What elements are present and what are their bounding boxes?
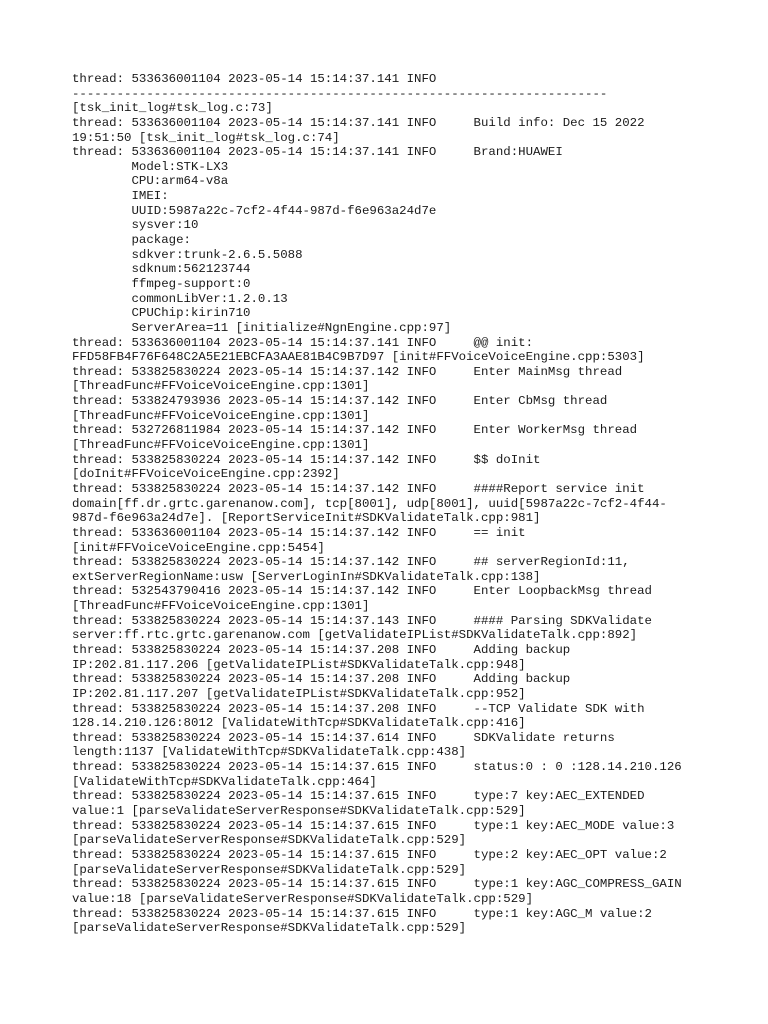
log-line: thread: 533824793936 2023-05-14 15:14:37.142 INFO Enter CbMsg thread	[72, 394, 608, 409]
log-line: [parseValidateServerResponse#SDKValidateTalk.cpp:529]	[72, 833, 467, 848]
log-line: sdkver:trunk-2.6.5.5088	[72, 247, 303, 262]
log-line: [init#FFVoiceVoiceEngine.cpp:5454]	[72, 540, 325, 555]
log-line: CPUChip:kirin710	[72, 306, 251, 321]
log-line: [doInit#FFVoiceVoiceEngine.cpp:2392]	[72, 467, 340, 482]
log-line: thread: 533636001104 2023-05-14 15:14:37.142 INFO == init	[72, 525, 526, 540]
log-line: thread: 533825830224 2023-05-14 15:14:37.615 INFO type:1 key:AGC_M value:2	[72, 906, 652, 921]
log-line: thread: 533825830224 2023-05-14 15:14:37.142 INFO Enter MainMsg thread	[72, 364, 623, 379]
log-line: 19:51:50 [tsk_init_log#tsk_log.c:74]	[72, 130, 340, 145]
log-line: thread: 533825830224 2023-05-14 15:14:37.615 INFO status:0 : 0 :128.14.210.126	[72, 760, 682, 775]
log-line: thread: 533825830224 2023-05-14 15:14:37.614 INFO SDKValidate returns	[72, 730, 615, 745]
log-line: value:18 [parseValidateServerResponse#SDKValidateTalk.cpp:529]	[72, 891, 534, 906]
log-line: thread: 533825830224 2023-05-14 15:14:37.142 INFO $$ doInit	[72, 452, 541, 467]
log-line: [ThreadFunc#FFVoiceVoiceEngine.cpp:1301]	[72, 599, 370, 614]
log-line: server:ff.rtc.grtc.garenanow.com [getValidateIPList#SDKValidateTalk.cpp:892]	[72, 628, 638, 643]
log-line: [parseValidateServerResponse#SDKValidateTalk.cpp:529]	[72, 921, 467, 936]
log-line: thread: 533825830224 2023-05-14 15:14:37.615 INFO type:2 key:AEC_OPT value:2	[72, 847, 667, 862]
log-line: IMEI:	[72, 189, 169, 204]
log-line: value:1 [parseValidateServerResponse#SDKValidateTalk.cpp:529]	[72, 804, 526, 819]
log-line: thread: 533636001104 2023-05-14 15:14:37.141 INFO Brand:HUAWEI	[72, 145, 563, 160]
log-line: ServerArea=11 [initialize#NgnEngine.cpp:97]	[72, 320, 452, 335]
log-line: thread: 532726811984 2023-05-14 15:14:37.142 INFO Enter WorkerMsg thread	[72, 423, 638, 438]
log-line: ------------------------------------------------------------------------	[72, 86, 608, 101]
log-line: 987d-f6e963a24d7e]. [ReportServiceInit#SDKValidateTalk.cpp:981]	[72, 511, 541, 526]
log-text	[72, 72, 712, 936]
log-line: IP:202.81.117.206 [getValidateIPList#SDKValidateTalk.cpp:948]	[72, 657, 526, 672]
log-line: thread: 533636001104 2023-05-14 15:14:37.141 INFO Build info: Dec 15 2022	[72, 115, 645, 130]
log-line: sysver:10	[72, 218, 199, 233]
log-line: [tsk_init_log#tsk_log.c:73]	[72, 101, 273, 116]
log-line: thread: 533636001104 2023-05-14 15:14:37.141 INFO	[72, 72, 437, 86]
log-line: package:	[72, 233, 191, 248]
log-line: thread: 533825830224 2023-05-14 15:14:37.208 INFO Adding backup	[72, 642, 571, 657]
log-line: 128.14.210.126:8012 [ValidateWithTcp#SDKValidateTalk.cpp:416]	[72, 716, 526, 731]
log-line: thread: 533825830224 2023-05-14 15:14:37.208 INFO --TCP Validate SDK with	[72, 701, 645, 716]
log-line: thread: 533636001104 2023-05-14 15:14:37.141 INFO @@ init:	[72, 335, 534, 350]
log-line: thread: 533825830224 2023-05-14 15:14:37.615 INFO type:7 key:AEC_EXTENDED	[72, 789, 645, 804]
log-line: Model:STK-LX3	[72, 159, 229, 174]
log-line: sdknum:562123744	[72, 262, 251, 277]
log-line: ffmpeg-support:0	[72, 276, 251, 291]
log-line: UUID:5987a22c-7cf2-4f44-987d-f6e963a24d7e	[72, 203, 437, 218]
log-line: thread: 532543790416 2023-05-14 15:14:37.142 INFO Enter LoopbackMsg thread	[72, 584, 652, 599]
log-line: domain[ff.dr.grtc.garenanow.com], tcp[8001], udp[8001], uuid[5987a22c-7cf2-4f44-	[72, 496, 667, 511]
log-line: IP:202.81.117.207 [getValidateIPList#SDKValidateTalk.cpp:952]	[72, 686, 526, 701]
log-line: thread: 533825830224 2023-05-14 15:14:37.142 INFO ####Report service init	[72, 481, 645, 496]
log-line: FFD58FB4F76F648C2A5E21EBCFA3AAE81B4C9B7D97 [init#FFVoiceVoiceEngine.cpp:5303]	[72, 350, 645, 365]
log-line: CPU:arm64-v8a	[72, 174, 229, 189]
log-line: [ThreadFunc#FFVoiceVoiceEngine.cpp:1301]	[72, 408, 370, 423]
log-line: [parseValidateServerResponse#SDKValidateTalk.cpp:529]	[72, 862, 467, 877]
log-line: thread: 533825830224 2023-05-14 15:14:37.208 INFO Adding backup	[72, 672, 571, 687]
log-line: length:1137 [ValidateWithTcp#SDKValidateTalk.cpp:438]	[72, 745, 467, 760]
log-line: [ThreadFunc#FFVoiceVoiceEngine.cpp:1301]	[72, 379, 370, 394]
log-line: thread: 533825830224 2023-05-14 15:14:37.142 INFO ## serverRegionId:11,	[72, 555, 630, 570]
log-line: extServerRegionName:usw [ServerLoginIn#SDKValidateTalk.cpp:138]	[72, 569, 541, 584]
log-line: [ThreadFunc#FFVoiceVoiceEngine.cpp:1301]	[72, 438, 370, 453]
log-line: thread: 533825830224 2023-05-14 15:14:37.615 INFO type:1 key:AEC_MODE value:3	[72, 818, 675, 833]
log-line: thread: 533825830224 2023-05-14 15:14:37.143 INFO #### Parsing SDKValidate	[72, 613, 652, 628]
log-line: commonLibVer:1.2.0.13	[72, 291, 288, 306]
log-line: [ValidateWithTcp#SDKValidateTalk.cpp:464]	[72, 774, 377, 789]
log-line: thread: 533825830224 2023-05-14 15:14:37.615 INFO type:1 key:AGC_COMPRESS_GAIN	[72, 877, 682, 892]
